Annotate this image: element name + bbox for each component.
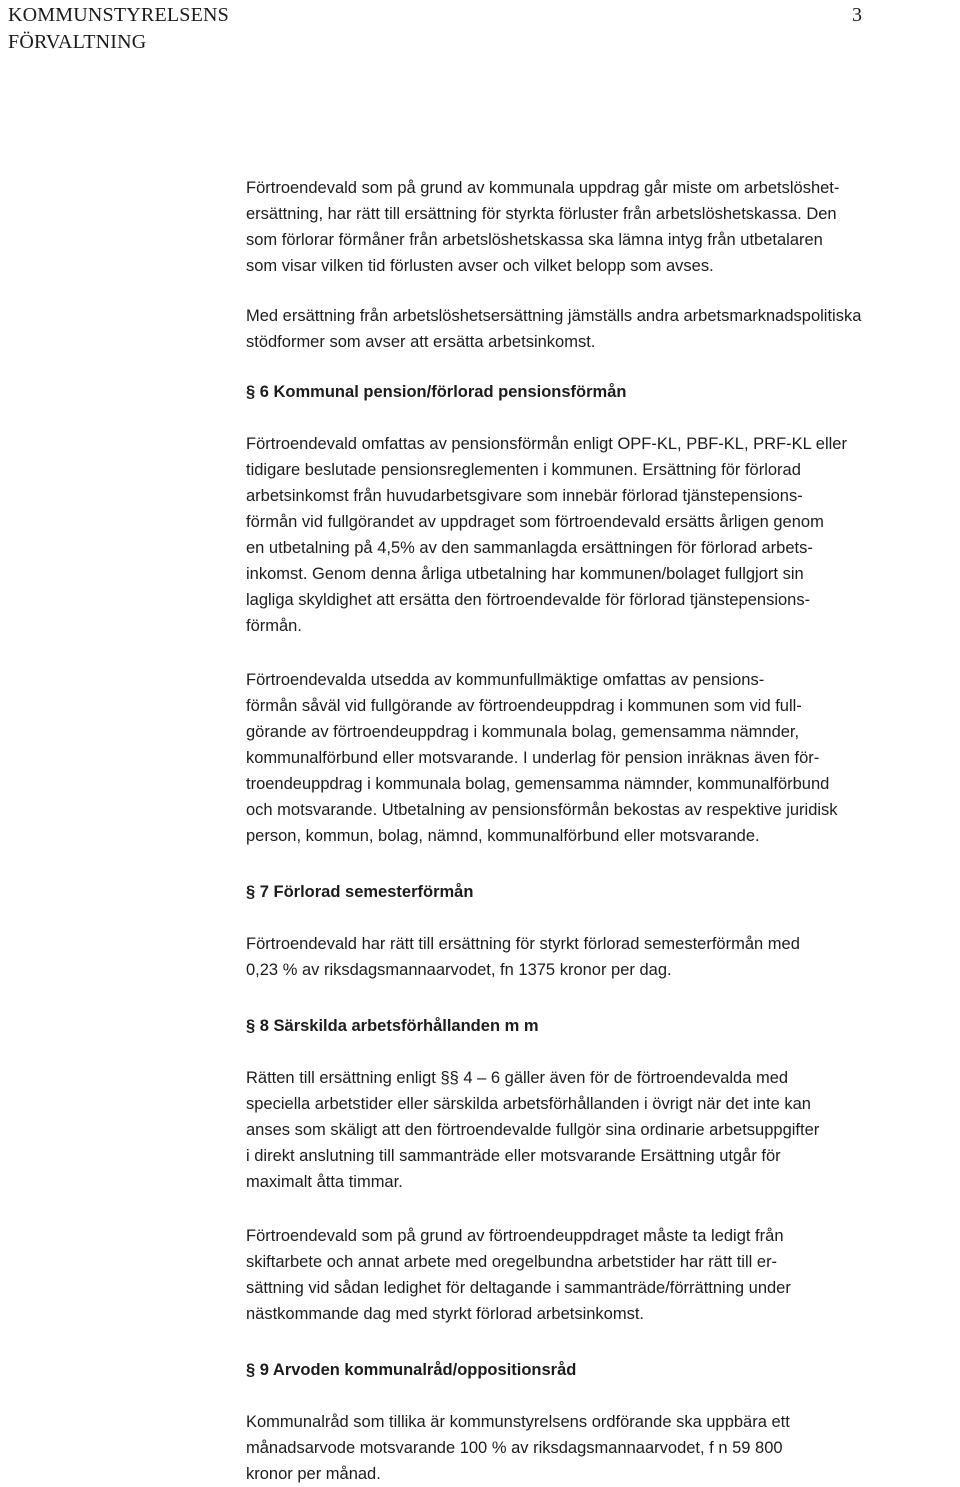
text-line: arbetsinkomst från huvudarbetsgivare som innebär förlorad tjänstepensions- (246, 487, 803, 505)
paragraph-pension-2 (246, 667, 958, 849)
section-heading-7: § 7 Förlorad semesterförmån (246, 883, 474, 901)
organization-name-line-2: FÖRVALTNING (8, 31, 147, 53)
organization-header (8, 2, 229, 56)
text-line: ersättning, har rätt till ersättning för styrkta förluster från arbetslöshetskassa. Den (246, 205, 837, 223)
text-line: 0,23 % av riksdagsmannaarvodet, fn 1375 kronor per dag. (246, 961, 672, 979)
text-line: speciella arbetstider eller särskilda arbetsförhållanden i övrigt när det inte kan (246, 1095, 811, 1113)
text-line: i direkt anslutning till sammanträde eller motsvarande Ersättning utgår för (246, 1147, 781, 1165)
section-heading-9: § 9 Arvoden kommunalråd/oppositionsråd (246, 1361, 577, 1379)
text-line: förmån. (246, 617, 302, 635)
organization-name-line-1: KOMMUNSTYRELSENS (8, 4, 230, 26)
paragraph-councillor-fees (246, 1409, 958, 1487)
page-number: 3 (852, 4, 862, 26)
paragraph-unemployment-compensation (246, 175, 958, 279)
text-line: görande av förtroendeuppdrag i kommunala bolag, gemensamma nämnder, (246, 723, 800, 741)
text-line: en utbetalning på 4,5% av den sammanlagda ersättningen för förlorad arbets- (246, 539, 813, 557)
text-line: lagliga skyldighet att ersätta den förtroendevalde för förlorad tjänstepensions- (246, 591, 811, 609)
text-line: Förtroendevald har rätt till ersättning för styrkt förlorad semesterförmån med (246, 935, 800, 953)
paragraph-pension-1 (246, 431, 958, 639)
text-line: förmån såväl vid fullgörande av förtroendeuppdrag i kommunen som vid full- (246, 697, 802, 715)
text-line: Rätten till ersättning enligt §§ 4 – 6 gäller även för de förtroendevalda med (246, 1069, 789, 1087)
paragraph-special-conditions-2 (246, 1223, 958, 1327)
text-line: maximalt åtta timmar. (246, 1173, 403, 1191)
paragraph-labour-market-support (246, 303, 958, 355)
text-line: tidigare beslutade pensionsreglementen i kommunen. Ersättning för förlorad (246, 461, 801, 479)
text-line: som förlorar förmåner från arbetslöshetskassa ska lämna intyg från utbetalaren (246, 231, 823, 249)
document-body (246, 175, 958, 1487)
text-line: som visar vilken tid förlusten avser och vilket belopp som avses. (246, 257, 714, 275)
text-line: Med ersättning från arbetslöshetsersättning jämställs andra arbetsmarknadspolitiska (246, 307, 862, 325)
text-line: kommunalförbund eller motsvarande. I underlag för pension inräknas även för- (246, 749, 820, 767)
text-line: månadsarvode motsvarande 100 % av riksdagsmannaarvodet, f n 59 800 (246, 1439, 783, 1457)
text-line: och motsvarande. Utbetalning av pensionsförmån bekostas av respektive juridisk (246, 801, 838, 819)
text-line: Förtroendevald som på grund av förtroendeuppdraget måste ta ledigt från (246, 1227, 784, 1245)
section-heading-8: § 8 Särskilda arbetsförhållanden m m (246, 1017, 539, 1035)
text-line: kronor per månad. (246, 1465, 381, 1483)
text-line: Förtroendevald som på grund av kommunala uppdrag går miste om arbetslöshet- (246, 179, 840, 197)
text-line: sättning vid sådan ledighet för deltagande i sammanträde/förrättning under (246, 1279, 791, 1297)
text-line: stödformer som avser att ersätta arbetsinkomst. (246, 333, 596, 351)
text-line: troendeuppdrag i kommunala bolag, gemensamma nämnder, kommunalförbund (246, 775, 830, 793)
text-line: Förtroendevalda utsedda av kommunfullmäktige omfattas av pensions- (246, 671, 765, 689)
text-line: skiftarbete och annat arbete med oregelbundna arbetstider har rätt till er- (246, 1253, 778, 1271)
section-heading-6: § 6 Kommunal pension/förlorad pensionsförmån (246, 383, 627, 401)
text-line: förmån vid fullgörandet av uppdraget som förtroendevald ersätts årligen genom (246, 513, 824, 531)
paragraph-holiday-benefit (246, 931, 958, 983)
text-line: Kommunalråd som tillika är kommunstyrelsens ordförande ska uppbära ett (246, 1413, 790, 1431)
paragraph-special-conditions-1 (246, 1065, 958, 1195)
text-line: Förtroendevald omfattas av pensionsförmån enligt OPF-KL, PBF-KL, PRF-KL eller (246, 435, 847, 453)
text-line: person, kommun, bolag, nämnd, kommunalförbund eller motsvarande. (246, 827, 760, 845)
text-line: nästkommande dag med styrkt förlorad arbetsinkomst. (246, 1305, 645, 1323)
text-line: anses som skäligt att den förtroendevalde fullgör sina ordinarie arbetsuppgifter (246, 1121, 820, 1139)
text-line: inkomst. Genom denna årliga utbetalning har kommunen/bolaget fullgjort sin (246, 565, 804, 583)
